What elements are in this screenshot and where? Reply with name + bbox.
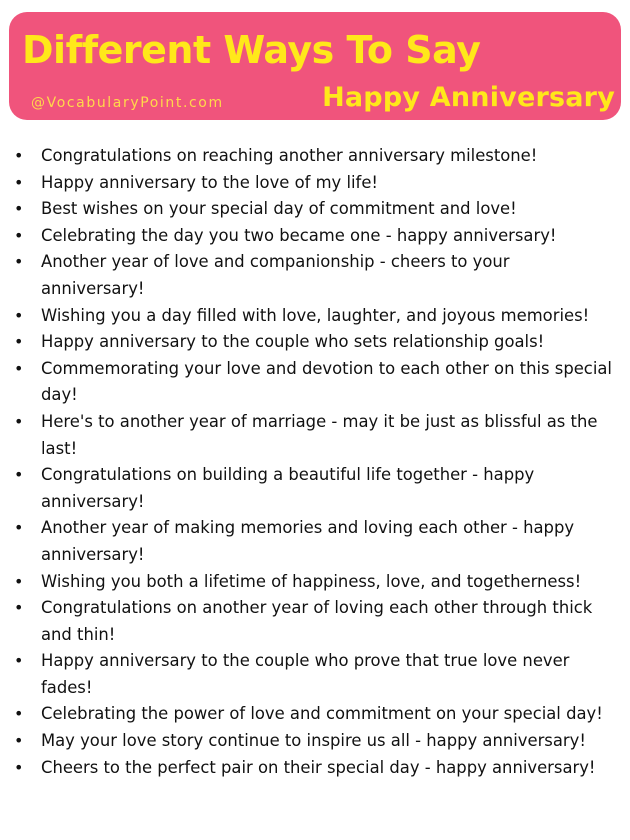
- bullet-icon: •: [14, 518, 24, 538]
- phrase-text: Celebrating the power of love and commitment on your special day!: [41, 704, 603, 724]
- bullet-icon: •: [14, 172, 24, 192]
- phrase-text: Here's to another year of marriage - may it be just as blissful as the last!: [41, 411, 598, 458]
- phrase-text: Wishing you a day filled with love, laughter, and joyous memories!: [41, 305, 590, 325]
- list-item: [0, 196, 630, 223]
- page-title: Different Ways To Say: [22, 28, 481, 72]
- bullet-icon: •: [14, 332, 24, 352]
- phrase-text: Congratulations on reaching another anniversary milestone!: [41, 146, 538, 165]
- list-item: [0, 515, 630, 568]
- bullet-icon: •: [14, 358, 24, 378]
- list-item: [0, 728, 630, 755]
- bullet-icon: •: [14, 252, 24, 272]
- bullet-icon: •: [14, 571, 24, 591]
- phrase-list: [0, 143, 630, 781]
- bullet-icon: •: [14, 651, 24, 671]
- bullet-icon: •: [14, 731, 24, 751]
- list-item: [0, 595, 630, 648]
- list-item: [0, 303, 630, 330]
- phrase-text: Happy anniversary to the love of my life!: [41, 172, 378, 192]
- list-item: [0, 356, 630, 409]
- phrase-text: Wishing you both a lifetime of happiness, love, and togetherness!: [41, 571, 582, 591]
- list-item: [0, 170, 630, 197]
- phrase-text: Congratulations on another year of loving each other through thick and thin!: [41, 598, 593, 644]
- bullet-icon: •: [14, 704, 24, 724]
- phrase-text: Happy anniversary to the couple who prove that true love never fades!: [41, 651, 570, 697]
- list-item: [0, 249, 630, 302]
- header-banner: [9, 12, 621, 120]
- list-item: [0, 409, 630, 462]
- phrase-text: Celebrating the day you two became one - happy anniversary!: [41, 225, 557, 245]
- phrase-text: Congratulations on building a beautiful life together - happy anniversary!: [41, 465, 535, 511]
- bullet-icon: •: [14, 411, 24, 431]
- list-item: [0, 223, 630, 250]
- bullet-icon: •: [14, 757, 24, 777]
- phrase-text: Another year of making memories and loving each other - happy anniversary!: [41, 518, 575, 564]
- bullet-icon: •: [14, 146, 24, 165]
- bullet-icon: •: [14, 465, 24, 485]
- list-item: [0, 701, 630, 728]
- list-item: [0, 329, 630, 356]
- list-item: [0, 462, 630, 515]
- bullet-icon: •: [14, 305, 24, 325]
- phrase-text: Commemorating your love and devotion to each other on this special day!: [41, 358, 612, 405]
- page-subtitle: Happy Anniversary: [322, 82, 615, 113]
- list-item: [0, 755, 630, 782]
- phrase-text: Best wishes on your special day of commitment and love!: [41, 199, 517, 219]
- bullet-icon: •: [14, 225, 24, 245]
- bullet-icon: •: [14, 199, 24, 219]
- phrase-text: May your love story continue to inspire us all - happy anniversary!: [41, 731, 586, 751]
- bullet-icon: •: [14, 598, 24, 618]
- list-item: [0, 143, 630, 170]
- phrase-text: Happy anniversary to the couple who sets relationship goals!: [41, 332, 545, 352]
- list-item: [0, 569, 630, 596]
- phrase-text: Cheers to the perfect pair on their special day - happy anniversary!: [41, 757, 596, 777]
- website-handle: @VocabularyPoint.com: [31, 95, 224, 111]
- list-item: [0, 648, 630, 701]
- phrase-text: Another year of love and companionship - cheers to your anniversary!: [41, 252, 510, 298]
